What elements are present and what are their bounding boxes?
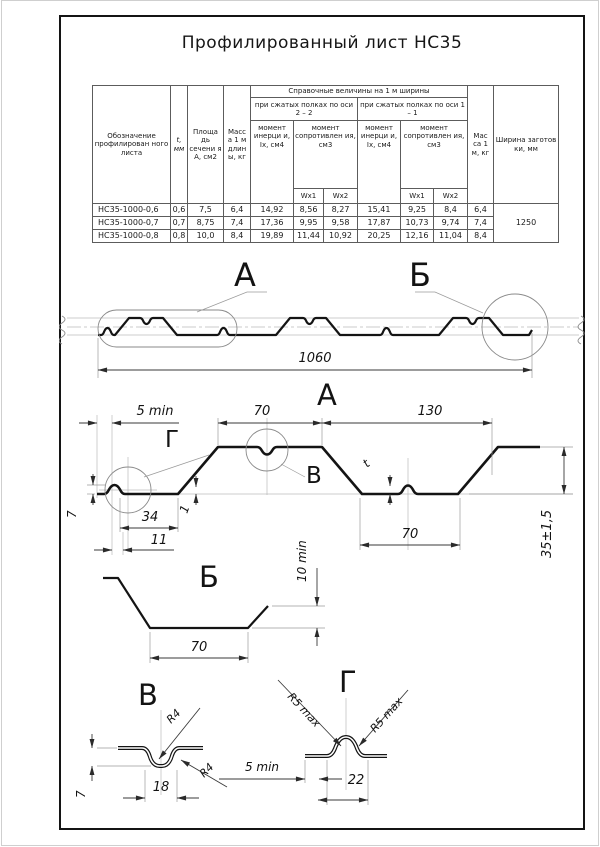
drawing-title: Профилированный лист НС35 [181, 33, 463, 53]
col-axis-2-2: при сжатых полках по оси 2 – 2 [251, 98, 358, 121]
col-thickness: t, мм [171, 86, 188, 204]
dim-b-10min: 10 min [295, 540, 309, 582]
section-v-view [74, 678, 227, 802]
dim-bottom-70: 70 [401, 527, 419, 542]
detail-v-label: В [306, 463, 322, 489]
blank-width-value: 1250 [494, 204, 559, 243]
table-row: НС35-1000-0,8 0,8 10,0 8,4 19,89 11,44 10,92 20,25 12,16 11,04 8,4 [93, 230, 559, 243]
dim-v-18: 18 [152, 780, 170, 795]
col-mass-per-m: Масс а 1 м длин ы, кг [224, 86, 251, 204]
dim-height-35: 35±1,5 [540, 509, 555, 558]
section-v-label: В [138, 678, 158, 712]
section-b-profile-path [103, 578, 268, 628]
col-inertia-22: момент инерци и, Ix, см4 [251, 121, 294, 204]
dim-v-7: 7 [74, 790, 88, 798]
col-resistance-22: момент сопротивлен ия, см3 [294, 121, 358, 189]
overall-width-dim: 1060 [298, 351, 332, 366]
dim-1: 1 [176, 503, 193, 516]
col-blank-width: Ширина заготов ки, мм [494, 86, 559, 204]
dim-g-22: 22 [347, 773, 365, 788]
dim-b-70: 70 [190, 640, 208, 655]
dim-r5-2: R5 max [367, 695, 406, 736]
dim-r4-1: R4 [163, 706, 184, 727]
col-inertia-11: момент инерци и, Ix, см4 [358, 121, 401, 204]
break-mark-left [59, 316, 65, 344]
overall-label-b: Б [409, 256, 431, 294]
section-a-label: А [317, 378, 337, 412]
section-b-view [103, 540, 325, 663]
overall-label-a: А [234, 256, 256, 294]
section-g-view [219, 665, 408, 805]
col-wx2-22: Wx2 [324, 189, 358, 204]
dim-r5-1: R5 max [284, 690, 324, 730]
col-reference: Справочные величины на 1 м ширины [251, 86, 468, 98]
dim-g-5min: 5 min [244, 760, 280, 774]
break-mark-right [578, 316, 584, 344]
col-axis-1-1: при сжатых полках по оси 1 – 1 [358, 98, 468, 121]
col-resistance-11: момент сопротивлен ия, см3 [401, 121, 468, 189]
spec-table [92, 85, 559, 243]
profile-drawings [59, 250, 585, 830]
dim-5min: 5 min [136, 404, 174, 419]
col-wx2-11: Wx2 [434, 189, 468, 204]
col-designation: Обозначение профилирован ного листа [93, 86, 171, 204]
section-a-view [65, 378, 573, 558]
dim-7: 7 [65, 510, 79, 518]
col-wx1-11: Wx1 [401, 189, 434, 204]
dim-top-70: 70 [253, 404, 271, 419]
col-wx1-22: Wx1 [294, 189, 324, 204]
section-g-label: Г [339, 665, 357, 699]
col-mass-1m: Мас са 1 м, кг [468, 86, 494, 204]
col-area: Площа дь сечени я А, см2 [188, 86, 224, 204]
table-row: НС35-1000-0,6 0,6 7,5 6,4 14,92 8,56 8,27 15,41 9,25 8,4 6,4 1250 [93, 204, 559, 217]
overall-profile-view [59, 256, 584, 378]
table-row: НС35-1000-0,7 0,7 8,75 7,4 17,36 9,95 9,58 17,87 10,73 9,74 7,4 [93, 217, 559, 230]
overall-profile-path [98, 318, 532, 335]
detail-g-label: Г [165, 427, 180, 453]
dim-r4-2: R4 [196, 760, 217, 781]
section-b-label: Б [199, 560, 219, 594]
dim-t: t [359, 456, 373, 471]
dim-130: 130 [417, 404, 443, 419]
dim-11: 11 [150, 533, 168, 548]
detail-a-callout [98, 310, 237, 347]
dim-34: 34 [141, 510, 159, 525]
